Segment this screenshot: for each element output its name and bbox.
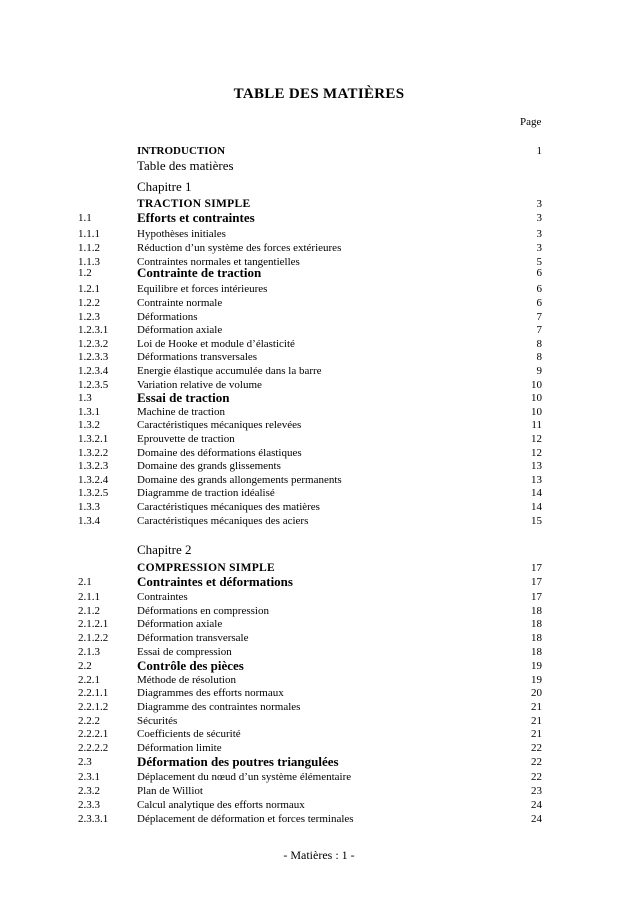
toc-entry-title: Efforts et contraintes	[137, 210, 255, 225]
toc-entry	[0, 337, 638, 351]
toc-entry-page: 14	[531, 501, 542, 513]
toc-entry-page: 12	[531, 433, 542, 445]
toc-entry	[0, 686, 638, 700]
toc-entry-title: Déformation limite	[137, 742, 222, 754]
page-column-label: Page	[520, 116, 542, 128]
toc-entry	[0, 227, 638, 241]
toc-entry	[0, 590, 638, 604]
toc-entry-number: 2.3.3.1	[78, 813, 109, 825]
toc-entry-title: Energie élastique accumulée dans la barre	[137, 365, 322, 377]
toc-entry	[0, 282, 638, 296]
toc-entry-page: 3	[536, 198, 542, 210]
toc-entry-page: 8	[536, 338, 542, 350]
toc-entry-page: 6	[536, 267, 542, 279]
toc-entry-page: 3	[536, 212, 542, 224]
toc-entry	[0, 741, 638, 755]
toc-entry-number: 2.3.2	[78, 785, 100, 797]
toc-entry-title: Déformation transversale	[137, 632, 249, 644]
toc-entry-page: 15	[531, 515, 542, 527]
toc-entry	[0, 159, 638, 173]
toc-entry-page: 24	[531, 813, 542, 825]
toc-entry-page: 10	[531, 406, 542, 418]
toc-entry-number: 2.2	[78, 660, 92, 672]
toc-entry-title: Chapitre 1	[137, 179, 192, 194]
toc-entry	[0, 673, 638, 687]
page-footer: - Matières : 1 -	[283, 848, 355, 862]
toc-entry-number: 2.3	[78, 756, 92, 768]
toc-entry-number: 1.3.2.1	[78, 433, 109, 445]
toc-entry-page: 3	[536, 242, 542, 254]
toc-entry-title: Calcul analytique des efforts normaux	[137, 799, 305, 811]
toc-entry-number: 1.3.2.4	[78, 474, 109, 486]
toc-entry-title: Domaine des grands glissements	[137, 460, 281, 472]
toc-entry-title: TRACTION SIMPLE	[137, 198, 251, 210]
toc-entry-title: Coefficients de sécurité	[137, 728, 241, 740]
toc-entry-number: 2.1.1	[78, 591, 100, 603]
toc-entry	[0, 514, 638, 528]
toc-entry-page: 10	[531, 392, 542, 404]
toc-entry-page: 17	[531, 562, 542, 574]
toc-entry-page: 9	[536, 365, 542, 377]
toc-entry-title: Diagrammes des efforts normaux	[137, 687, 284, 699]
toc-entry-page: 13	[531, 474, 542, 486]
toc-entry-title: Loi de Hooke et module d’élasticité	[137, 338, 295, 350]
toc-entry-number: 1.3.4	[78, 515, 100, 527]
toc-entry-title: Chapitre 2	[137, 542, 192, 557]
toc-entry-page: 21	[531, 728, 542, 740]
toc-entry-title: Méthode de résolution	[137, 674, 236, 686]
toc-entry-number: 1.1.3	[78, 256, 100, 268]
toc-entry	[0, 418, 638, 432]
toc-entry-page: 7	[536, 311, 542, 323]
toc-entry-number: 2.1.2.2	[78, 632, 109, 644]
toc-entry-title: COMPRESSION SIMPLE	[137, 562, 275, 574]
toc-entry	[0, 755, 638, 769]
toc-entry	[0, 575, 638, 589]
toc-entry-page: 10	[531, 379, 542, 391]
toc-entry-number: 1.1	[78, 212, 92, 224]
toc-entry-title: Hypothèses initiales	[137, 228, 226, 240]
toc-entry-page: 21	[531, 701, 542, 713]
toc-entry-number: 2.3.1	[78, 771, 100, 783]
toc-entry-page: 18	[531, 618, 542, 630]
toc-entry-page: 5	[536, 256, 542, 268]
toc-entry-title: Eprouvette de traction	[137, 433, 235, 445]
toc-entry-number: 1.2.3.3	[78, 351, 109, 363]
toc-entry-title: Caractéristiques mécaniques relevées	[137, 419, 302, 431]
toc-entry-page: 19	[531, 674, 542, 686]
toc-entry	[0, 631, 638, 645]
toc-entry-page: 20	[531, 687, 542, 699]
toc-entry-page: 24	[531, 799, 542, 811]
toc-entry-page: 18	[531, 632, 542, 644]
toc-entry	[0, 241, 638, 255]
toc-entry	[0, 323, 638, 337]
toc-entry-title: Réduction d’un système des forces extérieures	[137, 242, 342, 254]
toc-entry-title: Contraintes	[137, 591, 188, 603]
toc-entry-number: 1.3	[78, 392, 92, 404]
toc-entry	[0, 604, 638, 618]
toc-entry-number: 2.1.2	[78, 605, 100, 617]
toc-entry-number: 1.2.3.2	[78, 338, 109, 350]
toc-entry-title: Caractéristiques mécaniques des matières	[137, 501, 320, 513]
toc-entry-page: 17	[531, 591, 542, 603]
toc-entry-number: 1.1.1	[78, 228, 100, 240]
toc-entry-title: Contrainte normale	[137, 297, 223, 309]
toc-entry-number: 2.1	[78, 576, 92, 588]
toc-entry	[0, 798, 638, 812]
toc-entry-number: 1.2.3.1	[78, 324, 109, 336]
toc-entry	[0, 645, 638, 659]
toc-entry-number: 2.2.2.1	[78, 728, 109, 740]
toc-entry-title: Déformations	[137, 311, 198, 323]
toc-entry-title: Essai de compression	[137, 646, 232, 658]
toc-entry-page: 1	[536, 145, 542, 157]
toc-entry	[0, 659, 638, 673]
toc-entry-title: Essai de traction	[137, 390, 230, 405]
toc-entry	[0, 473, 638, 487]
toc-entry-number: 2.1.3	[78, 646, 100, 658]
toc-entry-title: Caractéristiques mécaniques des aciers	[137, 515, 309, 527]
toc-entry-title: Contraintes et déformations	[137, 574, 293, 589]
toc-entry-page: 17	[531, 576, 542, 588]
toc-entry	[0, 784, 638, 798]
toc-entry-page: 13	[531, 460, 542, 472]
toc-entry-page: 7	[536, 324, 542, 336]
toc-entry-number: 2.3.3	[78, 799, 100, 811]
toc-entry-title: Déformations transversales	[137, 351, 258, 363]
toc-entry-page: 3	[536, 228, 542, 240]
toc-entry-title: Déformations en compression	[137, 605, 269, 617]
toc-entry-title: Machine de traction	[137, 406, 225, 418]
toc-entry-title: Diagramme de traction idéalisé	[137, 487, 275, 499]
toc-entry	[0, 144, 638, 158]
toc-entry-number: 2.2.1.2	[78, 701, 109, 713]
toc-entry-number: 2.2.1	[78, 674, 100, 686]
toc-entry	[0, 391, 638, 405]
toc-entry	[0, 180, 638, 194]
toc-entry-page: 6	[536, 297, 542, 309]
toc-entry-number: 2.2.1.1	[78, 687, 109, 699]
toc-entry-page: 22	[531, 742, 542, 754]
toc-entry-title: Contraintes normales et tangentielles	[137, 256, 300, 268]
toc-entry	[0, 812, 638, 826]
toc-entry-title: Contrainte de traction	[137, 265, 262, 280]
toc-entry-number: 1.3.2	[78, 419, 100, 431]
toc-entry	[0, 405, 638, 419]
toc-entry-title: Domaine des déformations élastiques	[137, 447, 302, 459]
toc-entry-title: Table des matières	[137, 158, 234, 173]
toc-entry	[0, 700, 638, 714]
toc-entry-number: 1.2.3.5	[78, 379, 109, 391]
toc-entry	[0, 727, 638, 741]
toc-entry	[0, 486, 638, 500]
toc-entry-number: 1.1.2	[78, 242, 100, 254]
toc-entry-title: Déformation des poutres triangulées	[137, 754, 339, 769]
toc-entry	[0, 543, 638, 557]
toc-entry-title: Sécurités	[137, 715, 178, 727]
toc-entry-title: Equilibre et forces intérieures	[137, 283, 268, 295]
toc-entry-number: 1.3.2.3	[78, 460, 109, 472]
toc-entry-page: 8	[536, 351, 542, 363]
toc-entry-page: 19	[531, 660, 542, 672]
toc-entry-number: 2.2.2.2	[78, 742, 109, 754]
toc-entry	[0, 459, 638, 473]
toc-entry-number: 1.2	[78, 267, 92, 279]
toc-entry-number: 1.2.3	[78, 311, 100, 323]
toc-entry-page: 23	[531, 785, 542, 797]
toc-entry	[0, 446, 638, 460]
page-title: TABLE DES MATIÈRES	[233, 86, 405, 102]
toc-entry-number: 1.3.3	[78, 501, 100, 513]
toc-entry-title: Contrôle des pièces	[137, 658, 244, 673]
toc-entry	[0, 378, 638, 392]
toc-entry	[0, 364, 638, 378]
toc-entry-number: 1.3.2.5	[78, 487, 109, 499]
toc-entry-page: 14	[531, 487, 542, 499]
toc-entry-title: Déformation axiale	[137, 324, 223, 336]
toc-entry-title: Déformation axiale	[137, 618, 223, 630]
toc-entry-title: Plan de Williot	[137, 785, 203, 797]
toc-entry	[0, 500, 638, 514]
toc-entry	[0, 197, 638, 211]
toc-entry-page: 6	[536, 283, 542, 295]
toc-entry	[0, 350, 638, 364]
toc-entry	[0, 296, 638, 310]
toc-entry-number: 1.3.2.2	[78, 447, 109, 459]
toc-entry-number: 1.3.1	[78, 406, 100, 418]
toc-entry-number: 1.2.3.4	[78, 365, 109, 377]
toc-entry	[0, 310, 638, 324]
toc-entry-title: Diagramme des contraintes normales	[137, 701, 301, 713]
toc-entry-page: 12	[531, 447, 542, 459]
toc-entry	[0, 211, 638, 225]
toc-entry	[0, 561, 638, 575]
toc-entry-title: Domaine des grands allongements permanents	[137, 474, 342, 486]
toc-entry	[0, 266, 638, 280]
toc-entry-page: 18	[531, 605, 542, 617]
toc-entry-page: 22	[531, 771, 542, 783]
toc-entry-page: 18	[531, 646, 542, 658]
toc-entry-title: Déplacement de déformation et forces terminales	[137, 813, 354, 825]
toc-entry-number: 2.2.2	[78, 715, 100, 727]
toc-entry	[0, 432, 638, 446]
toc-entry-number: 2.1.2.1	[78, 618, 109, 630]
toc-entry	[0, 770, 638, 784]
toc-entry-number: 1.2.2	[78, 297, 100, 309]
toc-entry-title: Variation relative de volume	[137, 379, 262, 391]
toc-entry	[0, 617, 638, 631]
toc-entry-number: 1.2.1	[78, 283, 100, 295]
toc-entry-page: 11	[531, 419, 542, 431]
toc-entry	[0, 714, 638, 728]
toc-entry-title: Déplacement du nœud d’un système élémentaire	[137, 771, 352, 783]
toc-entry-page: 21	[531, 715, 542, 727]
toc-entry-page: 22	[531, 756, 542, 768]
toc-entry-title: INTRODUCTION	[137, 145, 226, 157]
